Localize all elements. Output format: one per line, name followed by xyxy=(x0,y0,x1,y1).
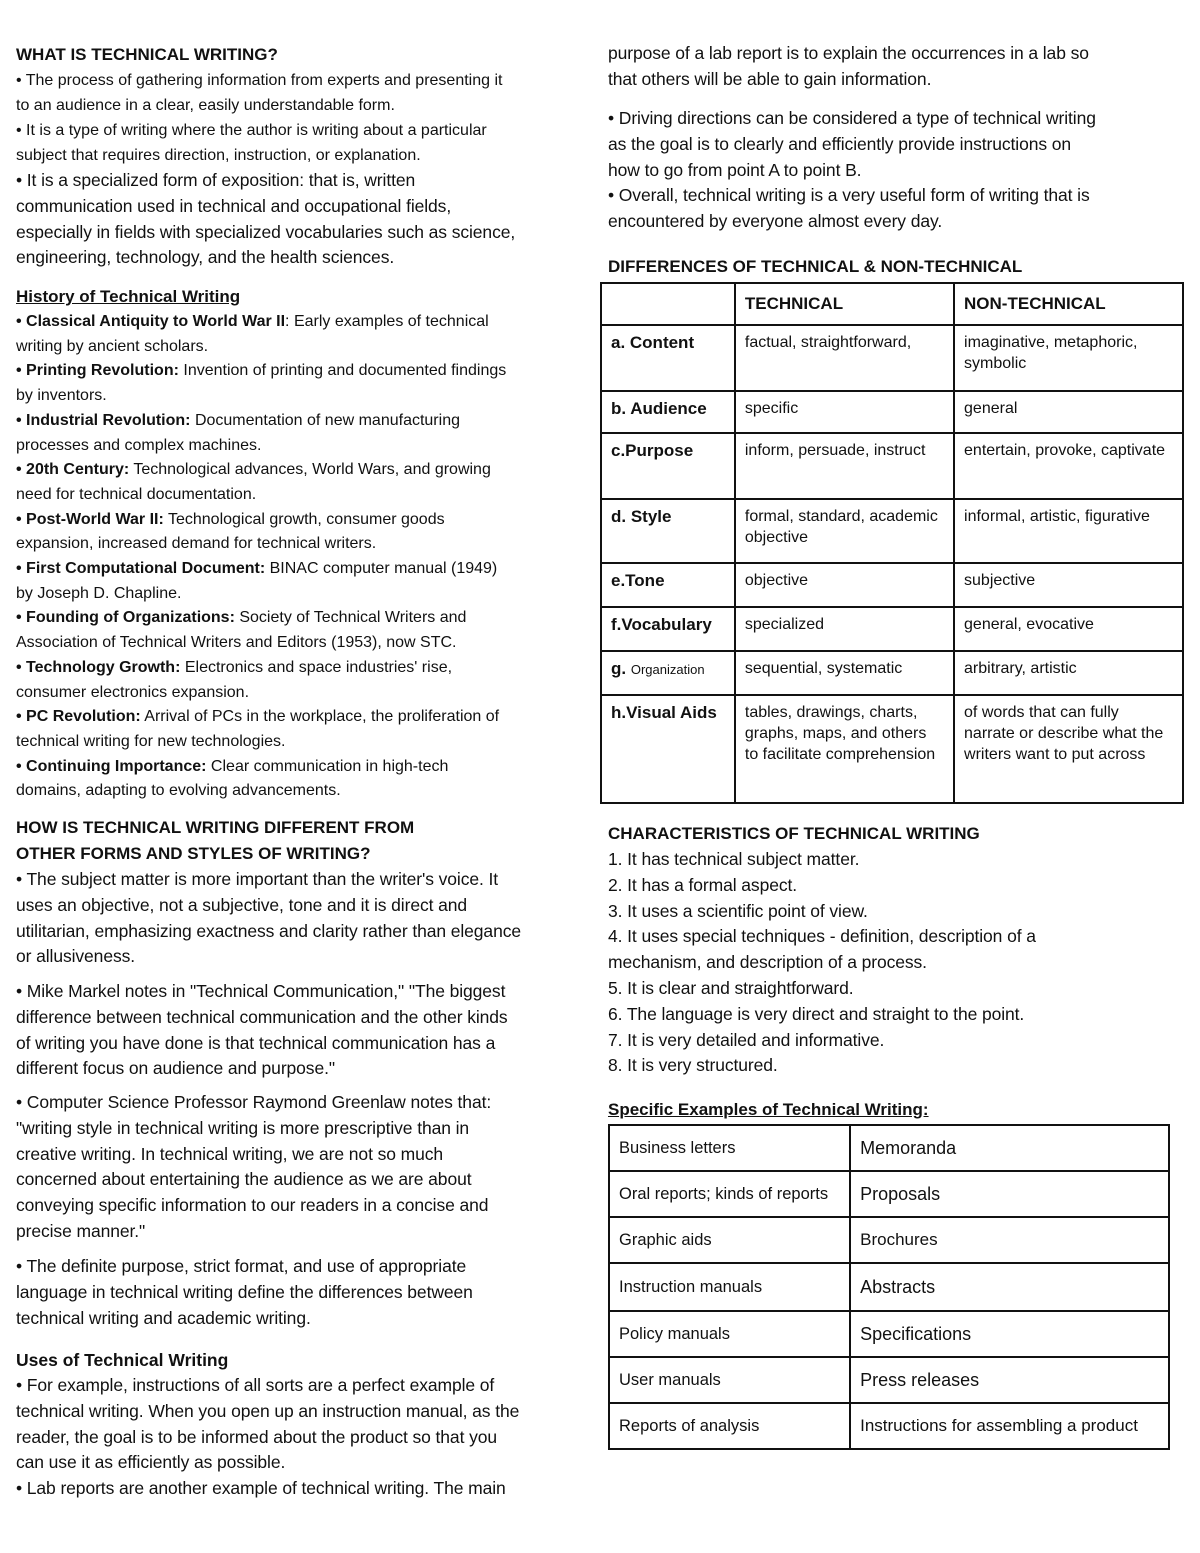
history-item: • Post-World War II: Technological growth, consumer goods expansion, increased demand for technical writers. xyxy=(16,510,445,553)
how-paragraph-4: • The definite purpose, strict format, and use of appropriate language in technical writing define the differences between technical writing and academic writing. xyxy=(16,1256,473,1328)
table-row: h.Visual Aids tables, drawings, charts, graphs, maps, and others to facilitate comprehension of words that can fully narrate or describe what the writers want to put across xyxy=(601,695,1183,803)
continued-paragraph: purpose of a lab report is to explain the occurrences in a lab so that others will be able to gain information. xyxy=(608,43,1089,89)
how-paragraph-2: • Mike Markel notes in "Technical Communication," "The biggest difference between technical communication and the other kinds of writing you have done is that technical communication has a different focus on audience and purpose." xyxy=(16,981,508,1079)
table-row: Business letters Memoranda xyxy=(609,1125,1169,1171)
differences-heading-wrap xyxy=(608,254,1184,280)
table-row: Policy manuals Specifications xyxy=(609,1311,1169,1357)
list-item: 4. It uses special techniques - definition, description of a xyxy=(608,926,1036,947)
differences-heading: DIFFERENCES OF TECHNICAL & NON-TECHNICAL xyxy=(608,257,1023,276)
history-item: • First Computational Document: BINAC computer manual (1949) by Joseph D. Chapline. xyxy=(16,560,498,602)
table-row: e.Tone objective subjective xyxy=(601,563,1183,607)
table-row: f.Vocabulary specialized general, evocative xyxy=(601,607,1183,651)
list-item: 6. The language is very direct and straight to the point. xyxy=(608,1003,1025,1024)
what-bullet-2: • It is a type of writing where the author is writing about a particular subject that requires direction, instruction, or explanation. xyxy=(16,122,487,164)
list-item: 1. It has technical subject matter. xyxy=(608,849,860,869)
uses-paragraph-1: • For example, instructions of all sorts are a perfect example of technical writing. When you open up an instruction manual, as the reader, the goal is to be informed about the product so that you can use it as efficiently as possible. xyxy=(16,1375,520,1473)
characteristics-list xyxy=(608,847,1184,1079)
history-item: • Continuing Importance: Clear communication in high-tech domains, adapting to evolving advancements. xyxy=(16,757,449,800)
what-bullet-3: • It is a specialized form of exposition: that is, written communication used in technical and occupational fields, especially in fields with specialized vocabularies such as science, engineering, technology, and the health sciences. xyxy=(16,170,516,268)
history-heading: History of Technical Writing xyxy=(16,287,241,306)
examples-heading: Specific Examples of Technical Writing: xyxy=(608,1100,929,1119)
examples-heading-wrap xyxy=(608,1097,1184,1123)
uses-heading: Uses of Technical Writing xyxy=(16,1350,229,1370)
table-row: Reports of analysis Instructions for assembling a product xyxy=(609,1403,1169,1449)
what-heading: WHAT IS TECHNICAL WRITING? xyxy=(16,45,278,64)
how-section xyxy=(16,815,594,970)
table-row: a. Content factual, straightforward, imaginative, metaphoric, symbolic xyxy=(601,325,1183,391)
history-item: • Printing Revolution: Invention of printing and documented findings by inventors. xyxy=(16,362,507,405)
table-row: g. Organization sequential, systematic arbitrary, artistic xyxy=(601,651,1183,695)
table-header-row xyxy=(601,283,1183,325)
history-item: • 20th Century: Technological advances, World Wars, and growing need for technical documentation. xyxy=(16,461,491,503)
driving-directions-paragraph: • Driving directions can be considered a type of technical writing as the goal is to clearly and efficiently provide instructions on how to go from point A to point B. • Overall, technical writing is a very useful form of writing that is encountered by everyone almost every day. xyxy=(608,108,1096,232)
how-paragraph-1: • The subject matter is more important than the writer's voice. It uses an objective, not a subjective, tone and it is direct and utilitarian, emphasizing exactness and clarity rather than elegance or allusiveness. xyxy=(16,869,521,967)
how-paragraph-3: • Computer Science Professor Raymond Greenlaw notes that: "writing style in technical writing is more prescriptive than in creative writing. In technical writing, we are not so much concerned about entertaining the audience as we are about conveying specific information to our readers in a concise and precise manner." xyxy=(16,1092,492,1241)
table-row: Instruction manuals Abstracts xyxy=(609,1263,1169,1311)
table-header-cell xyxy=(601,283,735,325)
history-item: • Industrial Revolution: Documentation of new manufacturing processes and complex machines. xyxy=(16,411,460,454)
how-heading: HOW IS TECHNICAL WRITING DIFFERENT FROM OTHER FORMS AND STYLES OF WRITING? xyxy=(16,818,415,863)
uses-paragraph-2: • Lab reports are another example of technical writing. The main xyxy=(16,1478,506,1499)
examples-table xyxy=(608,1124,1170,1450)
table-row: d. Style formal, standard, academic objective informal, artistic, figurative xyxy=(601,499,1183,563)
history-item: • Founding of Organizations: Society of Technical Writers and Association of Technical Writers and Editors (1953), now STC. xyxy=(16,609,467,652)
table-row: Graphic aids Brochures xyxy=(609,1217,1169,1263)
what-section xyxy=(16,42,594,271)
list-item: 8. It is very structured. xyxy=(608,1055,778,1076)
differences-table xyxy=(600,282,1184,804)
history-item: • Technology Growth: Electronics and space industries' rise, consumer electronics expansion. xyxy=(16,658,453,701)
list-item: 3. It uses a scientific point of view. xyxy=(608,900,868,921)
table-row: User manuals Press releases xyxy=(609,1357,1169,1403)
characteristics-heading: CHARACTERISTICS OF TECHNICAL WRITING xyxy=(608,824,980,843)
table-header-cell: NON-TECHNICAL xyxy=(954,283,1183,325)
table-row: c.Purpose inform, persuade, instruct entertain, provoke, captivate xyxy=(601,433,1183,499)
table-row: b. Audience specific general xyxy=(601,391,1183,433)
list-item: mechanism, and description of a process. xyxy=(608,952,927,973)
table-row: Oral reports; kinds of reports Proposals xyxy=(609,1171,1169,1217)
list-item: 2. It has a formal aspect. xyxy=(608,874,798,895)
history-item: • PC Revolution: Arrival of PCs in the workplace, the proliferation of technical writing for new technologies. xyxy=(16,708,500,750)
list-item: 5. It is clear and straightforward. xyxy=(608,977,854,998)
history-section xyxy=(16,284,594,804)
table-header-cell: TECHNICAL xyxy=(735,283,954,325)
uses-section xyxy=(16,1347,594,1502)
history-item: • Classical Antiquity to World War II: Early examples of technical writing by ancient scholars. xyxy=(16,313,489,355)
list-item: 7. It is very detailed and informative. xyxy=(608,1029,885,1050)
characteristics-section xyxy=(608,821,1184,1079)
what-bullet-1: • The process of gathering information from experts and presenting it to an audience in a clear, easily understandable form. xyxy=(16,72,503,114)
